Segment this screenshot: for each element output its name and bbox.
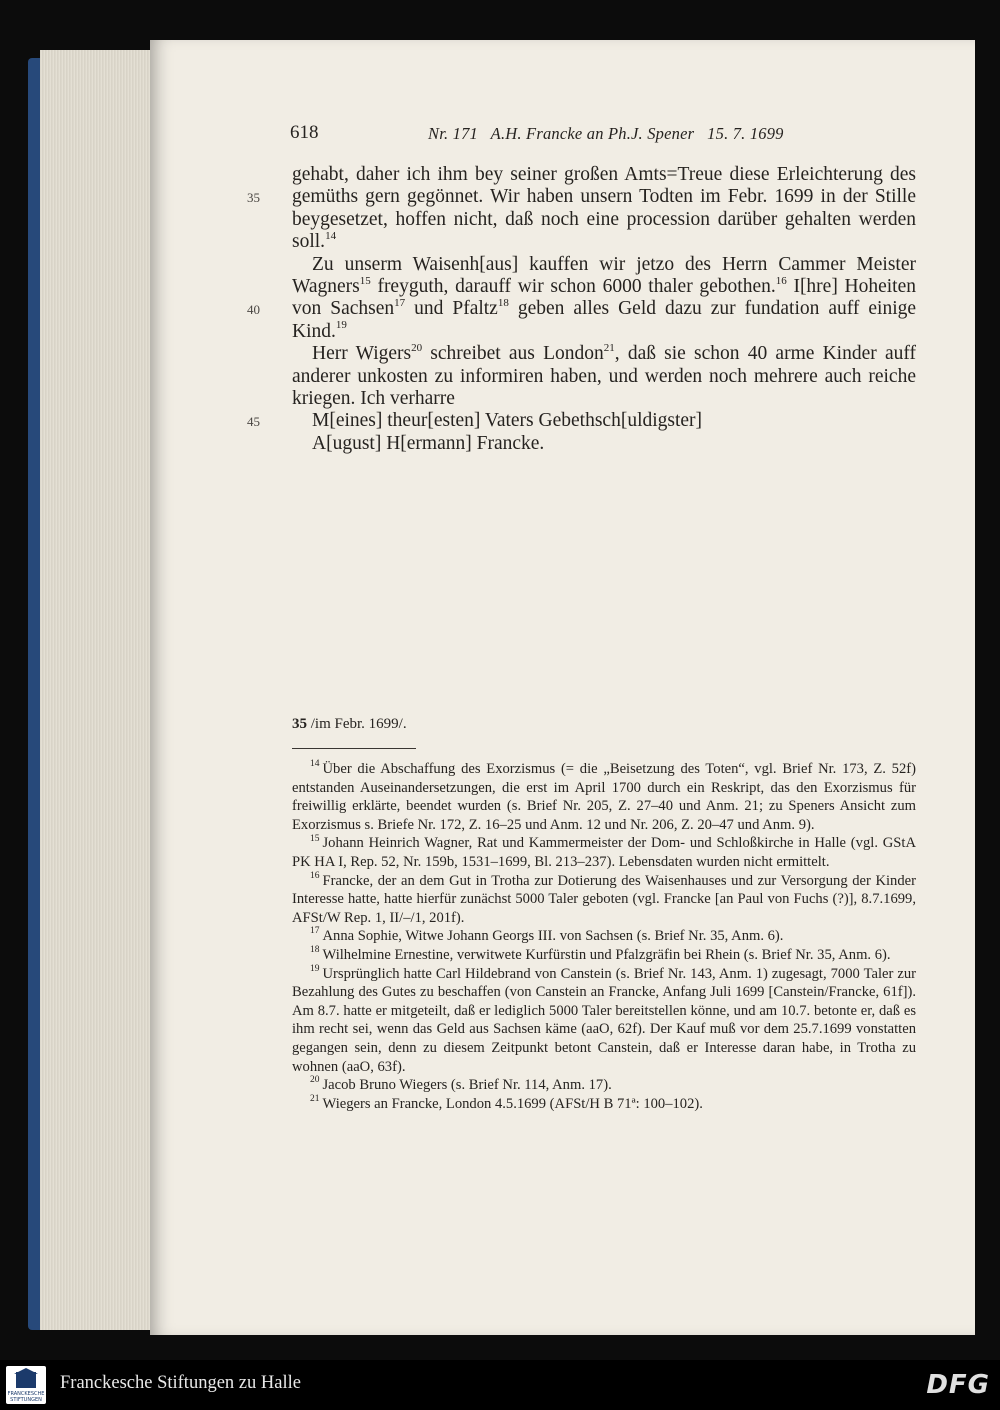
footnote-ref[interactable]: 21: [603, 341, 615, 354]
book-page: [150, 40, 975, 1335]
footnote-ref[interactable]: 20: [411, 341, 423, 354]
page-number: 618: [290, 122, 319, 143]
footnote-ref[interactable]: 17: [394, 296, 406, 309]
letter-text: [292, 164, 916, 455]
apparatus-line-ref: 35: [292, 716, 307, 732]
dfg-logo[interactable]: DFG: [926, 1370, 990, 1400]
viewer-footer: [0, 1360, 1000, 1410]
footnote: $^{21}$ Wiegers an Francke, London 4.5.1699 (AFSt/H B 71ª: 100–102).: [310, 1093, 703, 1112]
footnote-divider: [292, 748, 416, 749]
header-title: Nr. 171 A.H. Francke an Ph.J. Spener 15. 7. 1699: [428, 124, 784, 143]
paragraph: Zu unserm Waisenh[aus] kauffen wir jetzo des Herrn Cammer Meister Wagners$^{15}$ freyguth, darauff wir schon 6000 thaler gebothen.$^{16}$ I[hre] Hoheiten von Sachsen$^{17}$ und Pfaltz$^{18}$ geben alles Geld dazu zur fundation auff einige Kind.$^{19}$: [292, 253, 917, 342]
footnote-ref[interactable]: 14: [325, 229, 337, 242]
footnote: $^{20}$ Jacob Bruno Wiegers (s. Brief Nr. 114, Anm. 17).: [310, 1075, 612, 1094]
line-number: 40: [247, 302, 260, 317]
paragraph: gehabt, daher ich ihm bey seiner großen Amts=Treue diese Erleichterung des gemüths gern gegönnet. Wir haben unsern Todten im Febr. 1699 in der Stille beygesetzet, hoffen nicht, daß noch eine procession darüber gehalten werden soll.$^{14}$: [292, 164, 916, 253]
footnote: $^{18}$ Wilhelmine Ernestine, verwitwete Kurfürstin und Pfalzgräfin bei Rhein (s. Brief Nr. 35, Anm. 6).: [310, 945, 891, 963]
franckesche-stiftungen-logo[interactable]: FRANCKESCHE STIFTUNGEN: [6, 1366, 46, 1404]
footnote-ref[interactable]: 19: [335, 319, 347, 332]
running-head: [290, 122, 930, 152]
footnote: $^{14}$ Über die Abschaffung des Exorzismus (= die „Beisetzung des Toten“, vgl. Brief Nr. 173, Z. 52f) entstanden Auseinandersetzungen, die erst im April 1700 durch ein Reskript, das den Exorzismus für freiwillig erklärte, beendet wurden (s. Brief Nr. 205, Z. 27–40 und Anm. 21; zu Speners Ansicht zum Exorzismus s. Briefe Nr. 172, Z. 16–25 und Anm. 12 und Nr. 206, Z. 20–47 und Anm. 9).: [292, 759, 916, 833]
footnote: $^{17}$ Anna Sophie, Witwe Johann Georgs III. von Sachsen (s. Brief Nr. 35, Anm. 6).: [310, 926, 784, 945]
footnote: $^{15}$ Johann Heinrich Wagner, Rat und Kammermeister der Dom- und Schloßkirche in Halle (vgl. GStA PK HA I, Rep. 52, Nr. 159b, 1531–1699, Bl. 213–237). Lebensdaten wurden nicht ermittelt.: [292, 833, 916, 870]
closing-line: M[eines] theur[esten] Vaters Gebethsch[uldigster]: [312, 410, 703, 432]
footer-title[interactable]: Franckesche Stiftungen zu Halle: [60, 1373, 301, 1393]
footnote: $^{19}$ Ursprünglich hatte Carl Hildebrand von Canstein (s. Brief Nr. 143, Anm. 1) zugesagt, 7000 Taler zur Bezahlung des Gutes zu beschaffen (von Canstein an Francke, Anfang Juli 1699 [Canstein/Francke, 61f]). Am 8.7. hatte er mitgeteilt, daß er lediglich 5000 Taler bereitstellen könne, und am 10.7. betonte er, daß es ihm recht sei, wenn das Geld aus Sachsen käme (aaO, 62f). Der Kauf muß vor dem 25.7.1699 vonstatten gegangen sein, denn zu diesem Zeitpunkt betont Canstein, daß er Interesse daran habe, in Trotha zu wohnen (aaO, 63f).: [292, 963, 916, 1075]
line-number: 35: [247, 190, 260, 205]
apparatus-text: /im Febr. 1699/.: [307, 716, 407, 732]
signature-line: A[ugust] H[ermann] Francke.: [312, 432, 545, 454]
footnotes: [292, 760, 916, 1113]
page-edges: [40, 50, 150, 1330]
footnote-ref[interactable]: 18: [497, 296, 509, 309]
paragraph: Herr Wigers$^{20}$ schreibet aus London$^{21}$, daß sie schon 40 arme Kinder auff anderer unkosten zu informiren haben, und werden noch mehrere auch reiche kriegen. Ich verharre: [292, 341, 916, 410]
line-number: 45: [247, 414, 260, 429]
footnote-ref[interactable]: 16: [775, 274, 787, 287]
critical-apparatus: [292, 716, 916, 733]
footnote: $^{16}$ Francke, der an dem Gut in Trotha zur Dotierung des Waisenhauses und zur Versorgung der Kinder Interesse hatte, hatte hierfür zunächst 5000 Taler geboten (vgl. Francke [an Paul von Fuchs (?)], 8.7.1699, AFSt/W Rep. 1, II/–/1, 201f).: [292, 870, 916, 926]
footnote-ref[interactable]: 15: [359, 274, 371, 287]
